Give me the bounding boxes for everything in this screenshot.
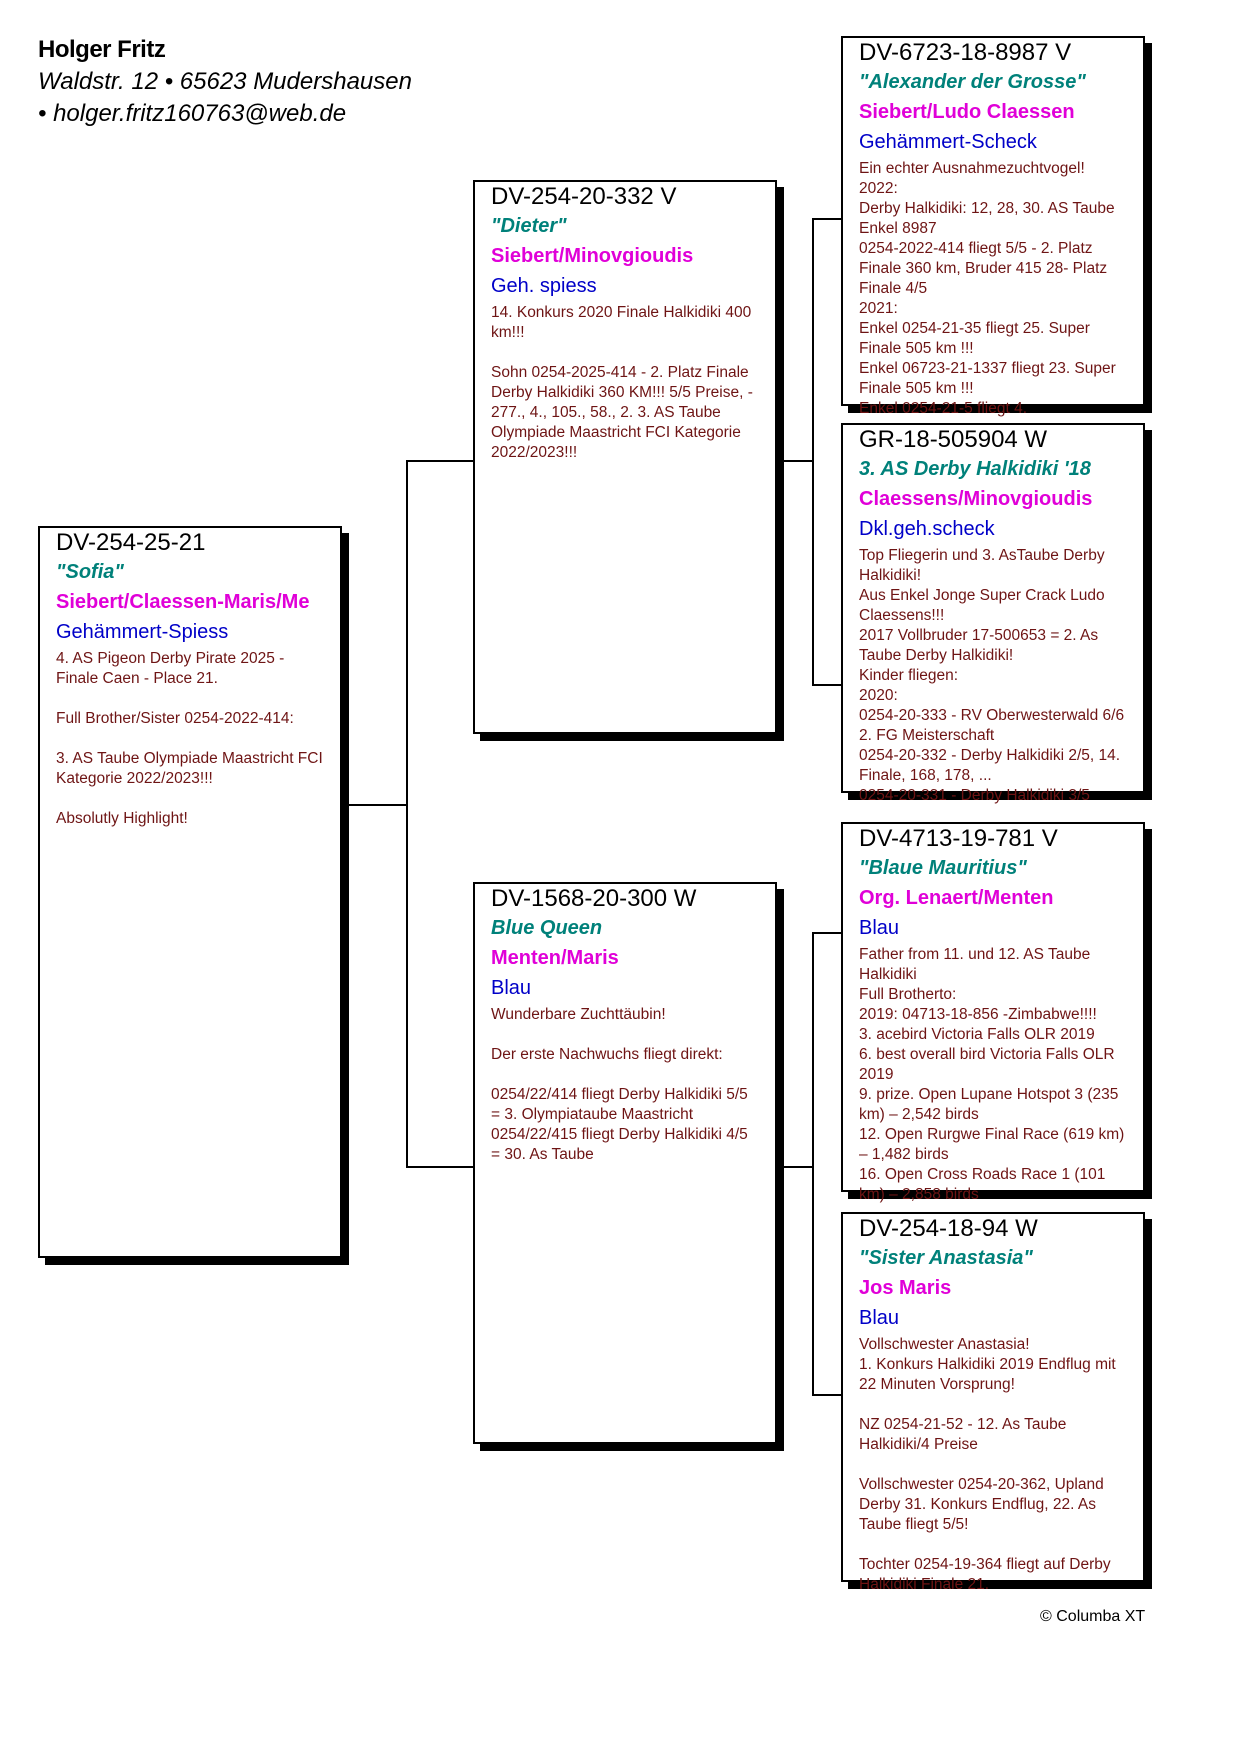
connector-line bbox=[406, 1166, 474, 1168]
connector-line bbox=[812, 932, 842, 934]
color: Gehämmert-Scheck bbox=[859, 131, 1037, 153]
pigeon-name: Blue Queen bbox=[491, 917, 603, 939]
breeder: Siebert/Ludo Claessen bbox=[859, 101, 1075, 123]
notes: Wunderbare Zuchttäubin! Der erste Nachwuchs fliegt direkt: 0254/22/414 fliegt Derby Halkidiki 5/5 = 3. Olympiataube Maastricht 0254/22/415 fliegt Derby Halkidiki 4/5 = 30. As Taube bbox=[491, 1006, 748, 1163]
ring-number: DV-4713-19-781 V bbox=[859, 825, 1058, 852]
color: Blau bbox=[859, 1307, 900, 1329]
connector-line bbox=[406, 460, 408, 1168]
breeder: Siebert/Claessen-Maris/Me bbox=[56, 591, 310, 613]
ring-number: DV-254-20-332 V bbox=[491, 183, 677, 210]
ring-number: DV-1568-20-300 W bbox=[491, 885, 697, 912]
breeder: Org. Lenaert/Menten bbox=[859, 887, 1054, 909]
pigeon-card-sire-sire[interactable] bbox=[841, 36, 1145, 417]
connector-line bbox=[406, 460, 474, 462]
connector-line bbox=[774, 460, 814, 462]
ring-number: DV-254-25-21 bbox=[56, 529, 206, 556]
owner-header bbox=[38, 34, 412, 130]
pigeon-name: 3. AS Derby Halkidiki '18 bbox=[859, 458, 1091, 480]
connector-line bbox=[812, 218, 814, 686]
pigeon-card-subject[interactable] bbox=[38, 526, 342, 1258]
pigeon-name: "Blaue Mauritius" bbox=[859, 857, 1027, 879]
owner-name: Holger Fritz bbox=[38, 36, 166, 63]
color: Gehämmert-Spiess bbox=[56, 621, 229, 643]
ring-number: DV-6723-18-8987 V bbox=[859, 39, 1072, 66]
connector-line bbox=[812, 1394, 842, 1396]
pigeon-card-sire-dam[interactable] bbox=[841, 423, 1145, 804]
color: Geh. spiess bbox=[491, 275, 597, 297]
pigeon-card-sire[interactable] bbox=[473, 180, 777, 734]
pigeon-name: "Dieter" bbox=[491, 215, 567, 237]
notes: 4. AS Pigeon Derby Pirate 2025 - Finale Caen - Place 21. Full Brother/Sister 0254-2022-414: 3. AS Taube Olympiade Maastricht FCI Kategorie 2022/2023!!! Absolutly Highlight! bbox=[56, 650, 323, 827]
breeder: Claessens/Minovgioudis bbox=[859, 488, 1093, 510]
ring-number: DV-254-18-94 W bbox=[859, 1215, 1038, 1242]
pigeon-card-dam-dam[interactable] bbox=[841, 1212, 1145, 1593]
ring-number: GR-18-505904 W bbox=[859, 426, 1048, 453]
connector-line bbox=[812, 218, 842, 220]
connector-line bbox=[774, 1166, 814, 1168]
connector-line bbox=[812, 684, 842, 686]
pigeon-name: "Sister Anastasia" bbox=[859, 1247, 1033, 1269]
notes: Father from 11. und 12. AS Taube Halkidiki Full Brotherto: 2019: 04713-18-856 -Zimbabwe!!!! 3. acebird Victoria Falls OLR 2019 6. best overall bird Victoria Falls OLR 2019 9. prize. Open Lupane Hotspot 3 (235 km) – 2,542 birds 12. Open Rurgwe Final Race (619 km) – 1,482 birds 16. Open Cross Roads Race 1 (101 km) – 2,858 birds bbox=[859, 946, 1125, 1203]
pigeon-card-dam-sire[interactable] bbox=[841, 822, 1145, 1203]
color: Blau bbox=[491, 977, 532, 999]
breeder: Menten/Maris bbox=[491, 947, 619, 969]
notes: Top Fliegerin und 3. AsTaube Derby Halkidiki! Aus Enkel Jonge Super Crack Ludo Claessens!!! 2017 Vollbruder 17-500653 = 2. As Taube Derby Halkidiki! Kinder fliegen: 2020: 0254-20-333 - RV Oberwesterwald 6/6 2. FG Meisterschaft 0254-20-332 - Derby Halkidiki 2/5, 14. Finale, 168, 178, ... 0254-20-331 - Derby Halkidiki 3/5 bbox=[859, 547, 1125, 804]
color: Dkl.geh.scheck bbox=[859, 518, 995, 540]
footer-copyright: © Columba XT bbox=[1040, 1608, 1146, 1625]
pigeon-name: "Alexander der Grosse" bbox=[859, 71, 1086, 93]
notes: Ein echter Ausnahmezuchtvogel! 2022: Derby Halkidiki: 12, 28, 30. AS Taube Enkel 8987 0254-2022-414 fliegt 5/5 - 2. Platz Finale 360 km, Bruder 415 28- Platz Finale 4/5 2021: Enkel 0254-21-35 fliegt 25. Super Finale 505 km !!! Enkel 06723-21-1337 fliegt 23. Super Finale 505 km !!! Enkel 0254-21-5 fliegt 4. bbox=[859, 160, 1116, 417]
owner-email: • holger.fritz160763@web.de bbox=[38, 100, 347, 127]
connector-line bbox=[346, 804, 408, 806]
breeder: Jos Maris bbox=[859, 1277, 952, 1299]
notes: 14. Konkurs 2020 Finale Halkidiki 400 km!!! Sohn 0254-2025-414 - 2. Platz Finale Derby Halkidiki 360 KM!!! 5/5 Preise, - 277., 4., 105., 58., 2. 3. AS Taube Olympiade Maastricht FCI Kategorie 2022/2023!!! bbox=[491, 304, 753, 461]
pigeon-name: "Sofia" bbox=[56, 561, 124, 583]
connector-line bbox=[812, 932, 814, 1396]
owner-address: Waldstr. 12 • 65623 Mudershausen bbox=[38, 68, 412, 95]
breeder: Siebert/Minovgioudis bbox=[491, 245, 694, 267]
notes: Vollschwester Anastasia! 1. Konkurs Halkidiki 2019 Endflug mit 22 Minuten Vorsprung! NZ 0254-21-52 - 12. As Taube Halkidiki/4 Preise Vollschwester 0254-20-362, Upland Derby 31. Konkurs Endflug, 22. As Taube fliegt 5/5! Tochter 0254-19-364 fliegt auf Derby Halkidiki Finale 21. bbox=[859, 1336, 1116, 1593]
color: Blau bbox=[859, 917, 900, 939]
pigeon-card-dam[interactable] bbox=[473, 882, 777, 1444]
